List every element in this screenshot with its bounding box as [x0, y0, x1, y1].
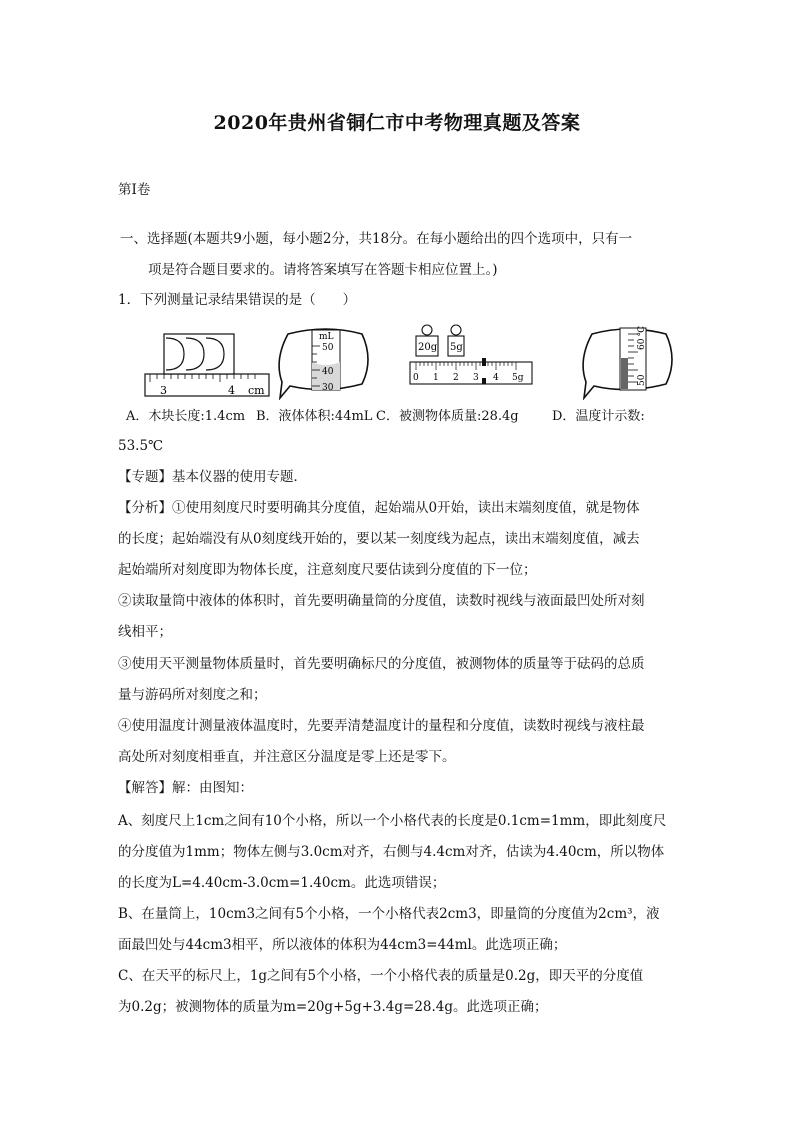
cylinder-tick-40: 40 — [322, 367, 334, 377]
option-b: B．液体体积:44mL — [256, 409, 373, 424]
question-figures — [118, 322, 678, 400]
balance-tick-5g: 5g — [512, 373, 524, 383]
answer-line: 面最凹处与44cm3相平，所以液体的体积为44cm3=44ml。此选项正确； — [118, 937, 567, 953]
answer-line: 的分度值为1mm；物体左侧与3.0cm对齐，右侧与4.4cm对齐，估读为4.40cm，所以物体 — [118, 844, 665, 860]
balance-tick-4: 4 — [493, 373, 499, 383]
balance-tick-1: 1 — [433, 373, 439, 383]
answer-line: A、刻度尺上1cm之间有10个小格，所以一个小格代表的长度是0.1cm=1mm，即此刻度尺 — [118, 813, 667, 829]
question-stem: 1．下列测量记录结果错误的是（ ） — [118, 292, 357, 308]
thermometer-figure — [578, 324, 678, 400]
analysis-line: ③使用天平测量物体质量时，首先要明确标尺的分度值，被测物体的质量等于砝码的总质 — [118, 656, 645, 672]
balance-figure — [408, 322, 538, 392]
thermo-tick-60: 60 — [637, 338, 647, 350]
answer-line: 【解答】解：由图知： — [118, 780, 253, 796]
ruler-figure — [144, 330, 274, 400]
ruler-tick-3: 3 — [160, 384, 167, 397]
balance-tick-3: 3 — [473, 373, 479, 383]
option-a: A．木块长度:1.4cm — [126, 409, 246, 424]
analysis-line: 量与游码所对刻度之和； — [118, 687, 267, 703]
analysis-line: 高处所对刻度相垂直，并注意区分温度是零上还是零下。 — [118, 749, 456, 765]
answer-line: 的长度为L=4.40cm-3.0cm=1.40cm。此选项错误； — [118, 875, 446, 891]
page-title: 2020年贵州省铜仁市中考物理真题及答案 — [213, 112, 581, 134]
cylinder-tick-30: 30 — [322, 383, 334, 393]
thermo-tick-50: 50 — [637, 374, 647, 386]
ruler-unit: cm — [248, 384, 265, 397]
cylinder-unit: mL — [319, 332, 334, 342]
answer-options — [118, 405, 678, 425]
balance-tick-2: 2 — [453, 373, 459, 383]
balance-tick-0: 0 — [413, 373, 419, 383]
weight-20g-label: 20g — [418, 342, 438, 353]
analysis-line: 【分析】①使用刻度尺时要明确其分度值，起始端从0开始，读出末端刻度值，就是物体 — [118, 500, 640, 516]
weight-5g-label: 5g — [450, 342, 463, 353]
cylinder-tick-50: 50 — [322, 343, 334, 353]
volume-label: 第Ⅰ卷 — [118, 182, 151, 198]
topic-line: 【专题】基本仪器的使用专题． — [118, 469, 307, 485]
option-d: D．温度计示数: — [552, 409, 645, 424]
answer-line: 为0.2g；被测物体的质量为m=20g+5g+3.4g=28.4g。此选项正确； — [118, 999, 548, 1015]
option-d-value: 53.5℃ — [118, 438, 164, 454]
analysis-line: ②读取量筒中液体的体积时，首先要明确量筒的分度值，读数时视线与液面最凹处所对刻 — [118, 593, 645, 609]
answer-line: B、在量筒上，10cm3之间有5个小格，一个小格代表2cm3，即量筒的分度值为2cm³，液 — [118, 906, 660, 922]
cylinder-figure — [276, 324, 376, 400]
answer-line: C、在天平的标尺上，1g之间有5个小格，一个小格代表的质量是0.2g，即天平的分度值 — [118, 968, 644, 984]
thermo-unit: ℃ — [637, 325, 647, 336]
analysis-line: ④使用温度计测量液体温度时，先要弄清楚温度计的量程和分度值，读数时视线与液柱最 — [118, 718, 645, 734]
section-heading-line-1: 一、选择题(本题共9小题，每小题2分，共18分。在每小题给出的四个选项中，只有一 — [120, 231, 633, 247]
analysis-line: 线相平； — [118, 624, 172, 640]
analysis-line: 的长度；起始端没有从0刻度线开始的，要以某一刻度线为起点，读出末端刻度值，减去 — [118, 531, 640, 547]
section-heading-line-2: 项是符合题目要求的。请将答案填写在答题卡相应位置上。) — [148, 262, 498, 278]
analysis-line: 起始端所对刻度即为物体长度，注意刻度尺要估读到分度值的下一位； — [118, 562, 537, 578]
option-c: C．被测物体质量:28.4g — [376, 409, 519, 424]
ruler-tick-4: 4 — [228, 384, 235, 397]
